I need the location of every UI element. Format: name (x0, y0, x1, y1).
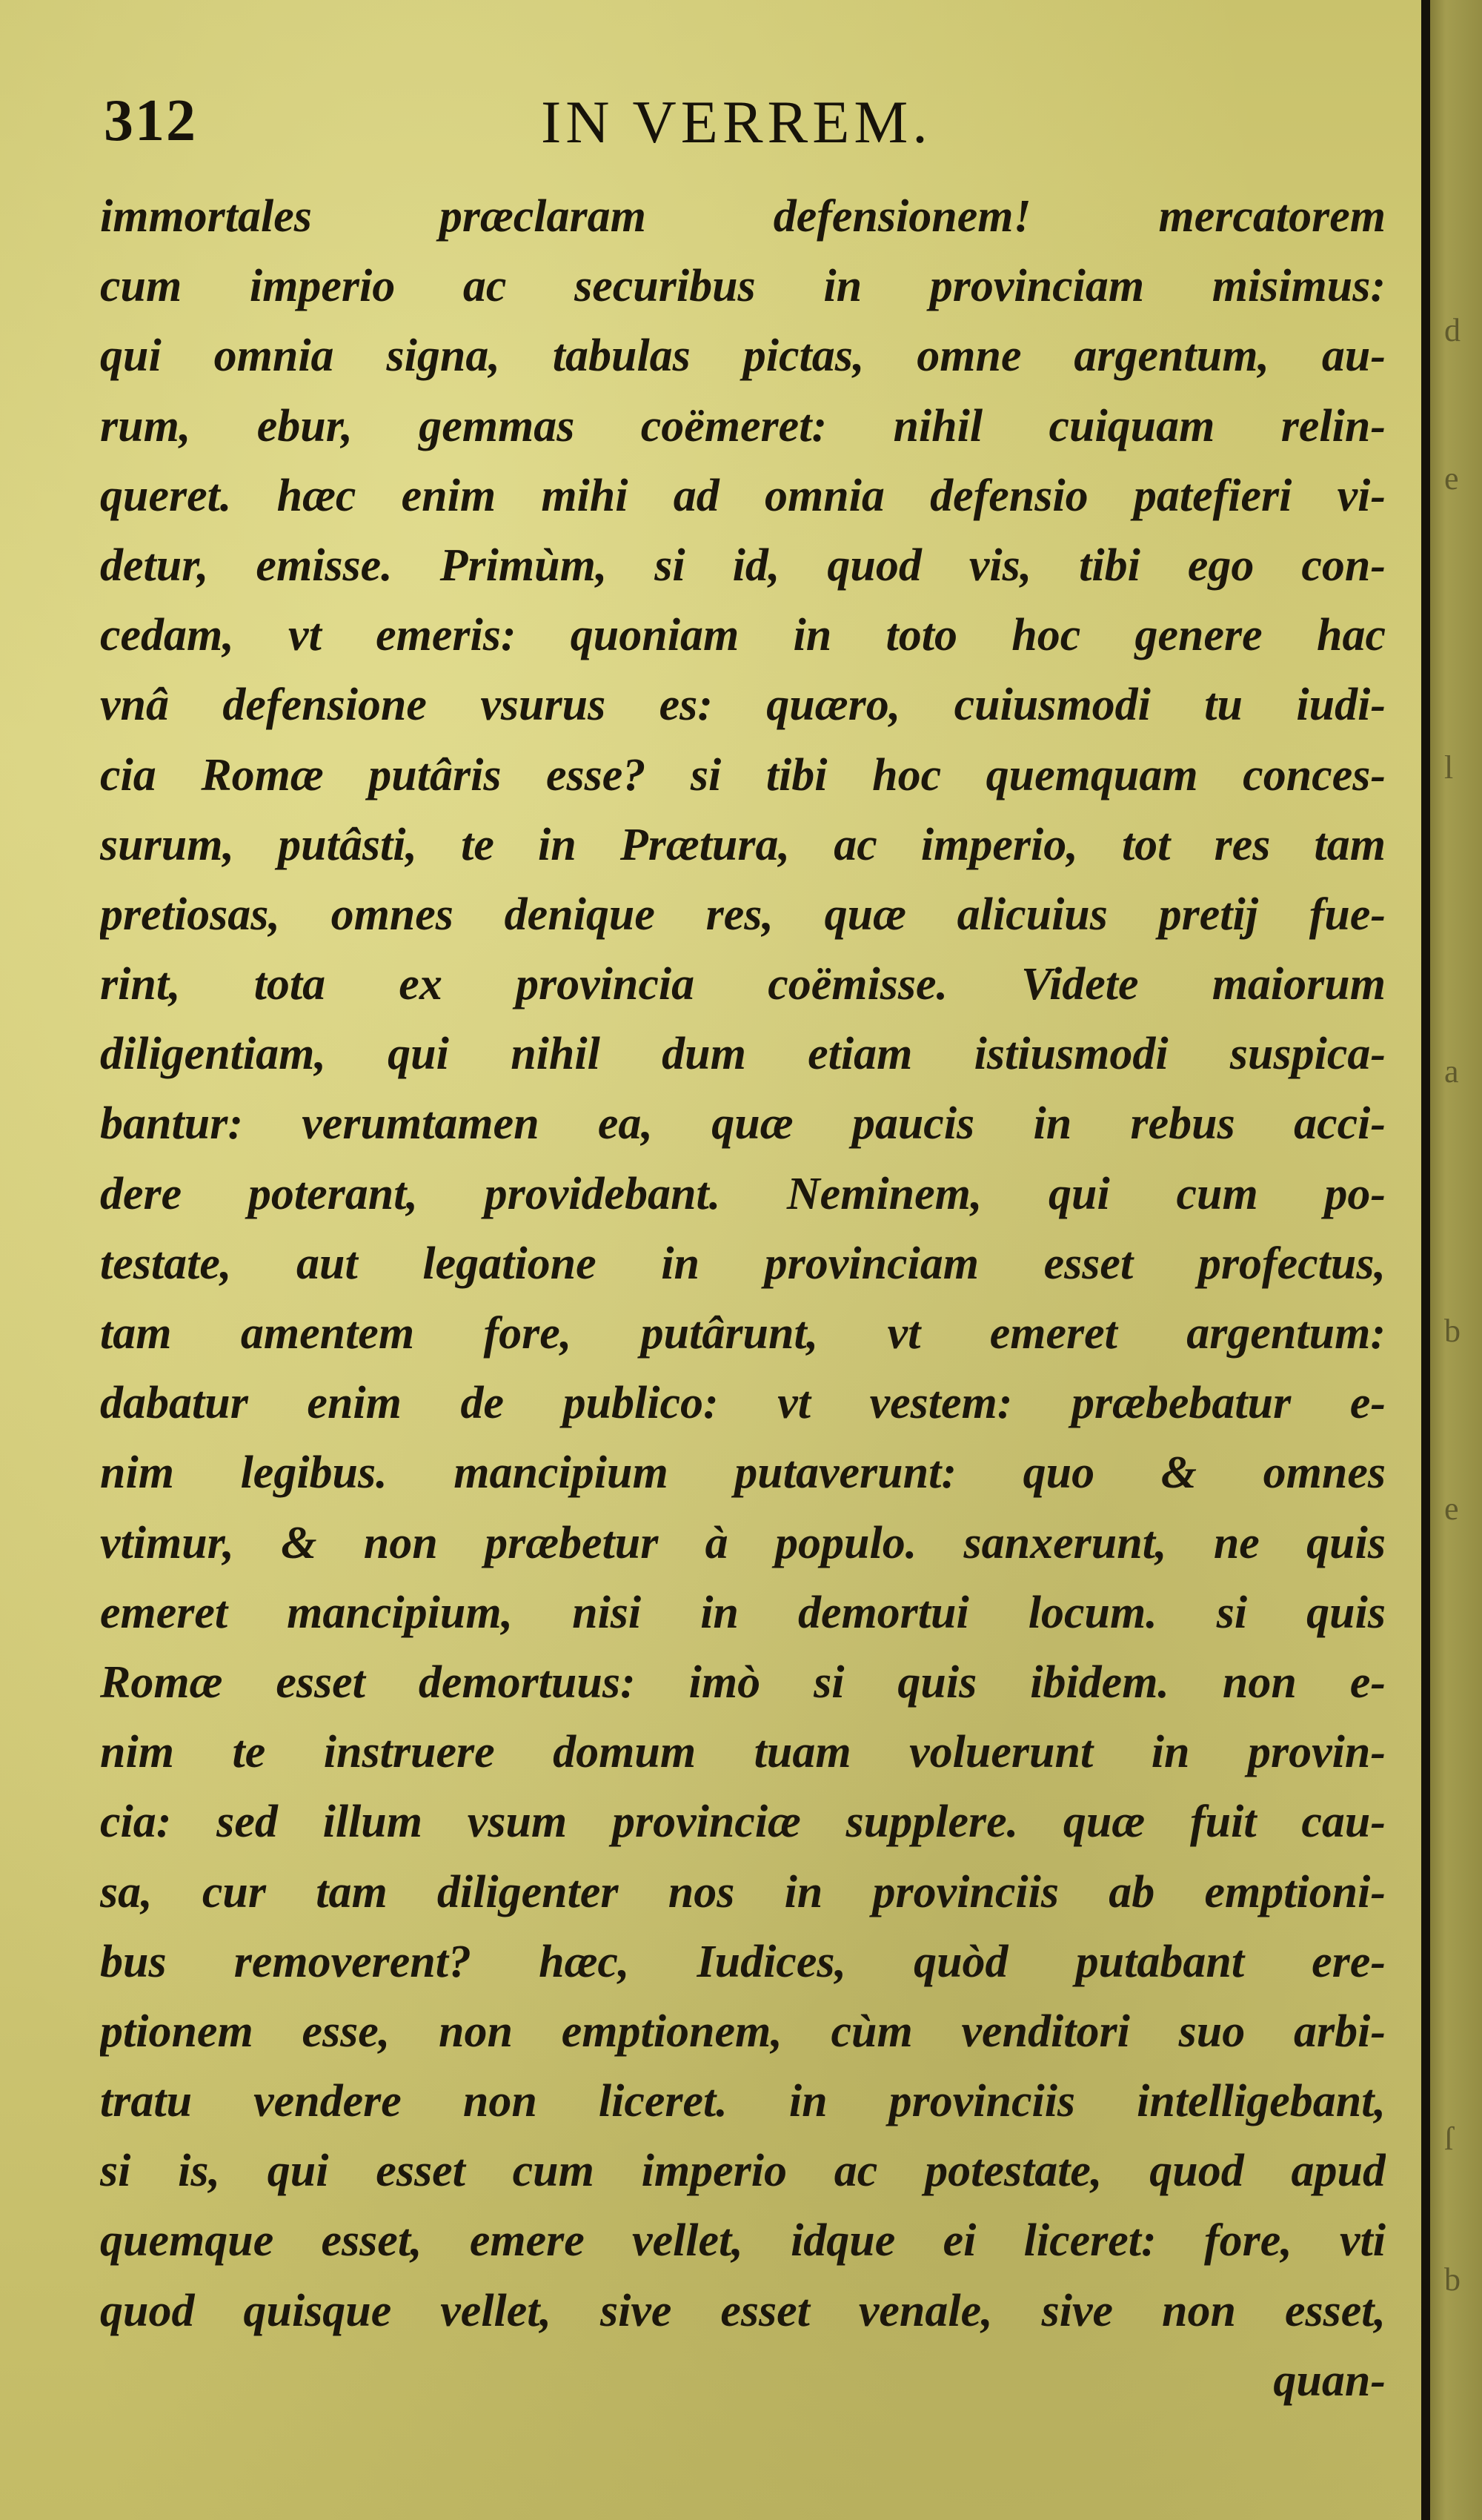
text-line: cia: sed illum vsum provinciæ supplere. quæ fuit cau- (100, 1797, 1386, 1848)
text-line: rum, ebur, gemmas coëmeret: nihil cuiquam relin- (100, 400, 1386, 451)
text-line: diligentiam, qui nihil dum etiam istiusmodi suspica- (100, 1029, 1386, 1080)
text-line: vnâ defensione vsurus es: quæro, cuiusmodi tu iudi- (100, 680, 1386, 731)
edge-letter: a (1444, 1053, 1459, 1090)
text-line: cia Romæ putâris esse? si tibi hoc quemquam conces- (100, 749, 1386, 800)
text-line: nim legibus. mancipium putaverunt: quo & omnes (100, 1448, 1386, 1499)
text-line: emeret mancipium, nisi in demortui locum. si quis (100, 1587, 1386, 1638)
page-header (104, 87, 1386, 169)
edge-letter: e (1444, 1491, 1459, 1527)
adjacent-page-letters (1441, 0, 1482, 2520)
text-line: quod quisque vellet, sive esset venale, sive non esset, (100, 2285, 1386, 2336)
edge-letter: d (1444, 312, 1461, 348)
running-head: IN VERREM. (541, 88, 932, 156)
body-text (100, 182, 1386, 2415)
page-number: 312 (104, 88, 197, 153)
text-line: bus removerent? hæc, Iudices, quòd putabant ere- (100, 1936, 1386, 1987)
text-line: dabatur enim de publico: vt vestem: præbebatur e- (100, 1378, 1386, 1429)
binding-rule (1421, 0, 1430, 2520)
catchword: quan- (1273, 2355, 1386, 2406)
text-line: pretiosas, omnes denique res, quæ alicuius pretij fue- (100, 889, 1386, 940)
edge-letter: l (1444, 749, 1454, 786)
text-line: detur, emisse. Primùm, si id, quod vis, tibi ego con- (100, 540, 1386, 591)
text-line: dere poterant, providebant. Neminem, qui cum po- (100, 1168, 1386, 1219)
text-line: quemque esset, emere vellet, idque ei liceret: fore, vti (100, 2215, 1386, 2267)
text-line: tam amentem fore, putârunt, vt emeret argentum: (100, 1308, 1386, 1359)
text-line: nim te instruere domum tuam voluerunt in provin- (100, 1727, 1386, 1778)
text-line: testate, aut legatione in provinciam esset profectus, (100, 1238, 1386, 1289)
text-line: rint, tota ex provincia coëmisse. Videte maiorum (100, 959, 1386, 1010)
text-line: bantur: verumtamen ea, quæ paucis in rebus acci- (100, 1098, 1386, 1150)
edge-letter: b (1444, 1313, 1461, 1349)
text-line: cum imperio ac securibus in provinciam misimus: (100, 261, 1386, 312)
text-line: cedam, vt emeris: quoniam in toto hoc genere hac (100, 610, 1386, 661)
text-line: sa, cur tam diligenter nos in provinciis ab emptioni- (100, 1866, 1386, 1917)
text-line: qui omnia signa, tabulas pictas, omne argentum, au- (100, 331, 1386, 382)
edge-letter: e (1444, 460, 1459, 497)
text-line: tratu vendere non liceret. in provinciis intelligebant, (100, 2076, 1386, 2127)
edge-letter: b (1444, 2261, 1461, 2298)
text-line: vtimur, & non præbetur à populo. sanxerunt, ne quis (100, 1517, 1386, 1568)
text-line: ptionem esse, non emptionem, cùm venditori suo arbi- (100, 2006, 1386, 2057)
text-line: immortales præclaram defensionem! mercatorem (100, 191, 1386, 242)
text-line: Romæ esset demortuus: imò si quis ibidem. non e- (100, 1657, 1386, 1708)
text-line: queret. hæc enim mihi ad omnia defensio patefieri vi- (100, 470, 1386, 521)
edge-letter: ſ (1444, 2121, 1454, 2157)
text-line: si is, qui esset cum imperio ac potestate, quod apud (100, 2146, 1386, 2197)
text-line: surum, putâsti, te in Prætura, ac imperio, tot res tam (100, 819, 1386, 870)
